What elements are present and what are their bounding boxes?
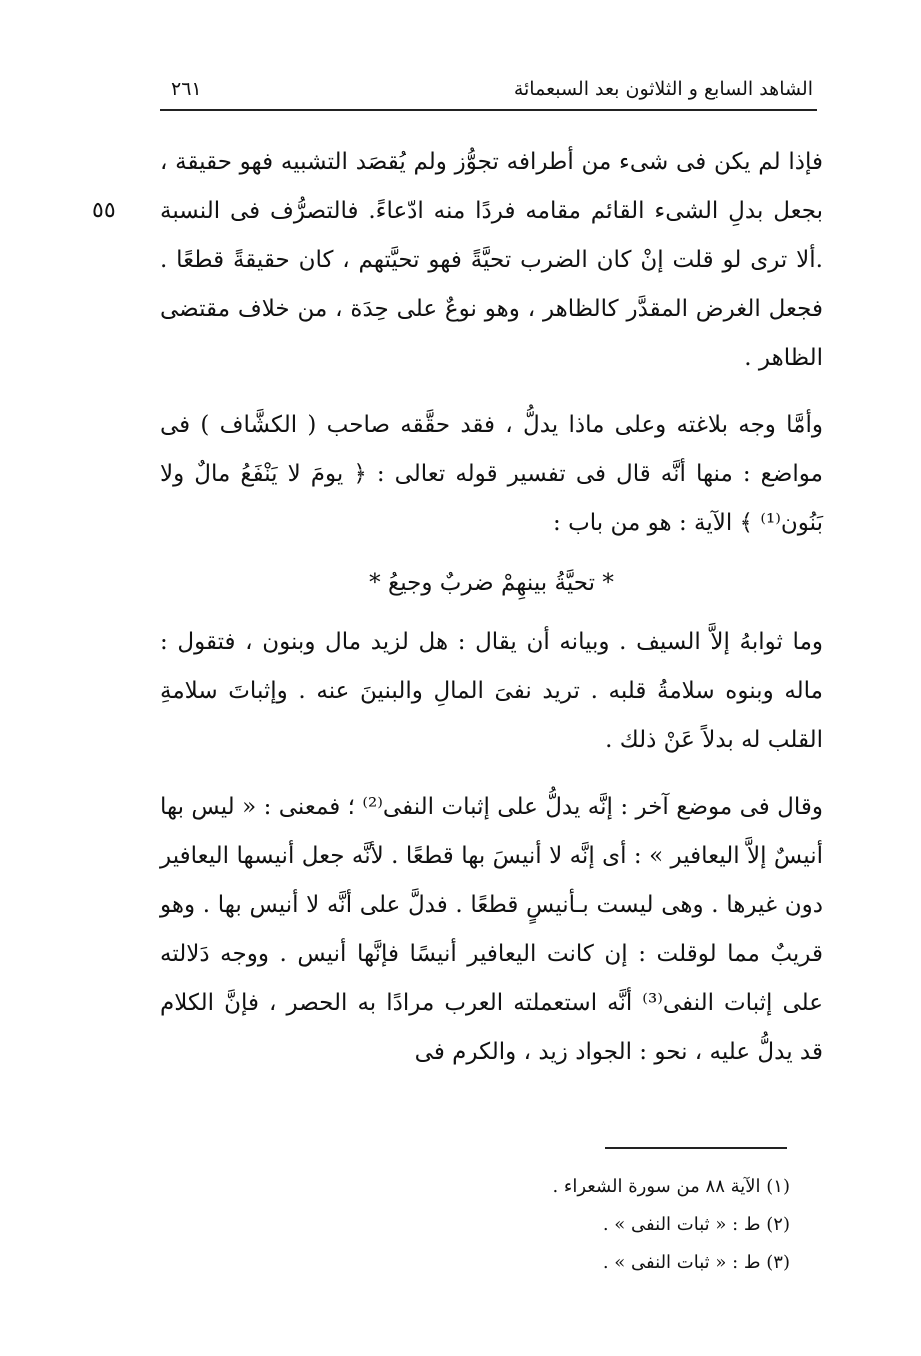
footnote-2: (٢) ط : « ثبات النفى » .: [602, 1214, 790, 1235]
paragraph-1: فإذا لم يكن فى شىء من أطرافه تجوُّز ولم يُقصَد التشبيه فهو حقيقة ، بجعل بدلِ الشىء القائم مقامه فردًا منه ادّعاءً. فالتصرُّف فى النسبة .ألا ترى لو قلت إنْ كان الضرب تحيَّةً فهو تحيَّتهم ، كان حقيقةً قطعًا . فجعل الغرض المقدَّر كالظاهر ، وهو نوعٌ على حِدَة ، من خلاف مقتضى الظاهر .: [160, 149, 823, 371]
page-header: [163, 74, 813, 104]
margin-number: ٥٥: [92, 198, 116, 223]
paragraph-3: وما ثوابهُ إلاَّ السيف . وبيانه أن يقال : هل لزيد مال وبنون ، فتقول : ماله وبنوه سلامةُ قلبه . تريد نفىَ المالِ والبنينَ عنه . وإثباتَ سلامةِ القلب له بدلاً عَنْ ذلك .: [160, 629, 823, 753]
footnotes: [420, 1168, 790, 1282]
running-title: الشاهد السابع و الثلاثون بعد السبعمائة: [513, 78, 813, 100]
header-rule: [160, 109, 817, 111]
footnote-1: (١) الآية ٨٨ من سورة الشعراء .: [552, 1176, 790, 1197]
paragraph-4: وقال فى موضع آخر : إنَّه يدلُّ على إثبات النفى⁽²⁾ ؛ فمعنى : « ليس بها أنيسٌ إلاَّ اليعافير » : أى إنَّه لا أنيسَ بها قطعًا . لأنَّه جعل أنيسها اليعافير دون غيرها . وهى ليست بـأنيسٍ قطعًا . فدلَّ على أنَّه لا أنيس بها . وهو قريبٌ مما لوقلت : إن كانت اليعافير أنيسًا فإنَّها أنيس . ووجه دَلالته على إثبات النفى⁽³⁾ أنَّه استعملته العرب مرادًا به الحصر ، فإنَّ الكلام قد يدلُّ عليه ، نحو : الجواد زيد ، والكرم فى: [160, 794, 823, 1065]
paragraph-2: وأمَّا وجه بلاغته وعلى ماذا يدلُّ ، فقد حقَّقه صاحب ( الكشَّاف ) فى مواضع : منها أنَّه قال فى تفسير قوله تعالى : ﴿ يومَ لا يَنْفَعُ مالٌ ولا بَنُون⁽¹⁾ ﴾ الآية : هو من باب :: [160, 412, 823, 536]
footnote-rule: [605, 1147, 787, 1149]
page-number: ٢٦١: [171, 78, 202, 100]
verse-line: * تحيَّةُ بينهِمْ ضربٌ وجيعُ *: [369, 570, 614, 596]
footnote-3: (٣) ط : « ثبات النفى » .: [602, 1252, 790, 1273]
main-text: [160, 138, 823, 1077]
